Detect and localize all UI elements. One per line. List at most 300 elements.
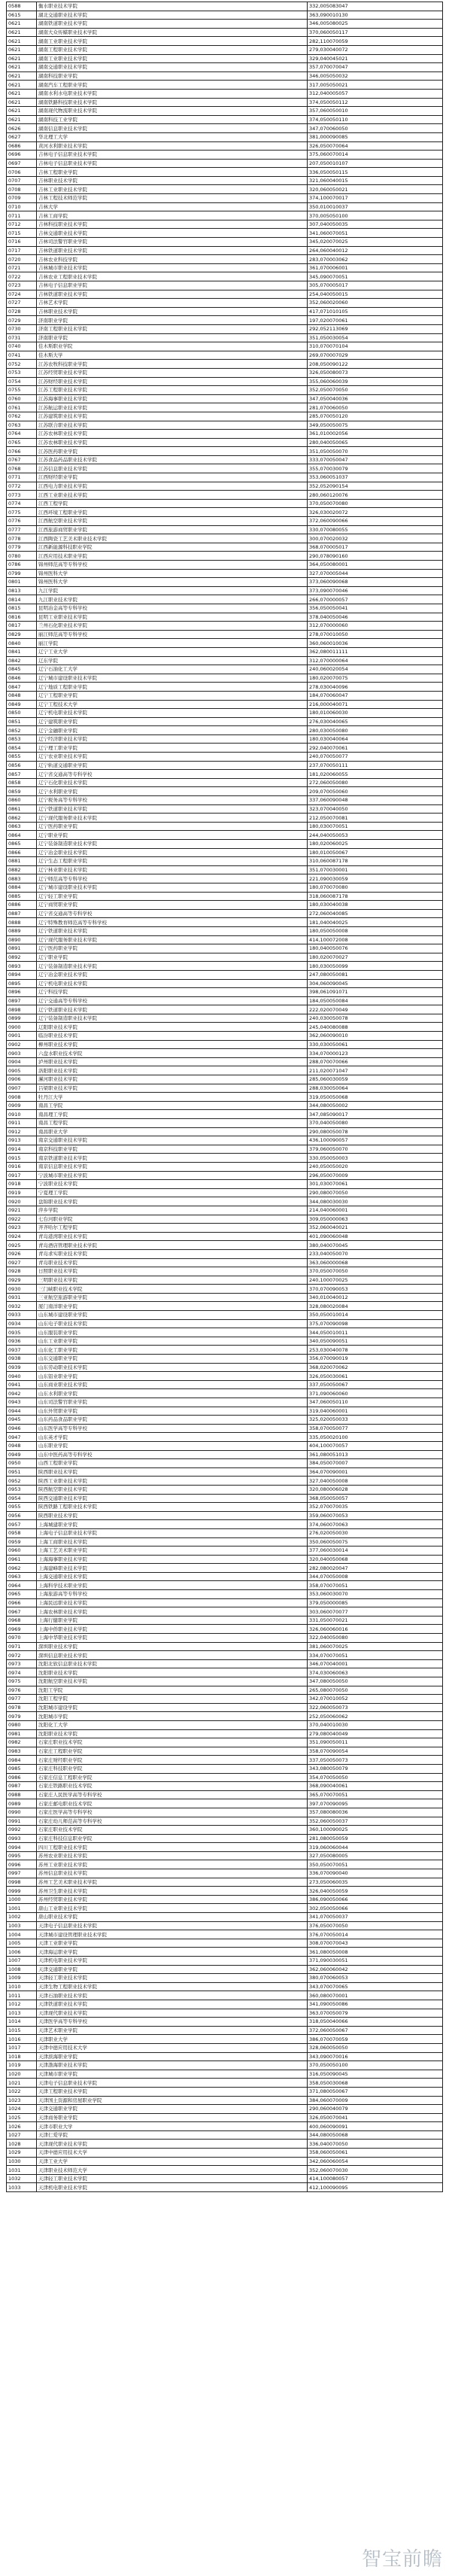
school-name-cell: 沈阳职业技术学院: [37, 1668, 308, 1677]
table-row: [7, 2149, 443, 2158]
table-row: [7, 342, 443, 351]
score-cell: 317,005050021: [308, 81, 443, 90]
school-name-cell: 苏州卫生职业技术学院: [37, 1887, 308, 1896]
school-code-cell: 0895: [7, 979, 37, 988]
school-name-cell: 辽宁生态工程职业学院: [37, 857, 308, 866]
school-code-cell: 0902: [7, 1040, 37, 1049]
school-name-cell: 辽宁理工职业学院: [37, 744, 308, 753]
school-code-cell: 1023: [7, 2096, 37, 2105]
table-row: [7, 1677, 443, 1686]
school-name-cell: 辽宁装备制造职业技术学院: [37, 962, 308, 971]
school-name-cell: 南京信息职业技术学院: [37, 1162, 308, 1171]
score-cell: 197,020070061: [308, 316, 443, 325]
table-row: [7, 1729, 443, 1738]
school-name-cell: 天津交通职业学院: [37, 1965, 308, 1974]
table-row: [7, 1826, 443, 1835]
school-code-cell: 0892: [7, 953, 37, 962]
school-name-cell: 天津轻工职业技术学院: [37, 2174, 308, 2183]
table-row: [7, 1441, 443, 1450]
score-cell: 336,050050115: [308, 168, 443, 177]
school-name-cell: 吉林城市职业技术学院: [37, 263, 308, 272]
score-cell: 362,060090010: [308, 1032, 443, 1041]
score-cell: 278,070010050: [308, 630, 443, 639]
school-code-cell: 0889: [7, 926, 37, 935]
school-code-cell: 0842: [7, 656, 37, 665]
school-name-cell: 陕西铁路工程职业技术学院: [37, 1503, 308, 1512]
school-code-cell: 0914: [7, 1145, 37, 1154]
school-name-cell: 湖南铁路科技职业技术学院: [37, 98, 308, 107]
score-cell: 351,050050070: [308, 447, 443, 456]
school-code-cell: 0801: [7, 578, 37, 587]
school-name-cell: 六盘水职业技术学院: [37, 1049, 308, 1058]
school-code-cell: 0957: [7, 1520, 37, 1529]
score-cell: 334,070070051: [308, 1651, 443, 1660]
score-cell: 351,070030001: [308, 865, 443, 874]
school-name-cell: 锦州医科大学: [37, 569, 308, 578]
school-name-cell: 昆明冶金高等专科学校: [37, 604, 308, 613]
school-name-cell: 辽宁地质工程职业学院: [37, 683, 308, 692]
score-cell: 321,060040015: [308, 176, 443, 185]
score-cell: 264,060040012: [308, 246, 443, 255]
school-code-cell: 1027: [7, 2130, 37, 2140]
school-name-cell: 吉林农业科技学院: [37, 255, 308, 264]
table-row: [7, 2087, 443, 2096]
table-row: [7, 1293, 443, 1302]
table-row: [7, 578, 443, 587]
school-code-cell: 0765: [7, 438, 37, 447]
score-cell: 361,010002056: [308, 430, 443, 439]
score-cell: 351,090050011: [308, 1738, 443, 1747]
school-name-cell: 陕西职业技术学院: [37, 1467, 308, 1477]
table-row: [7, 1817, 443, 1826]
table-row: [7, 586, 443, 595]
school-code-cell: 1014: [7, 2018, 37, 2027]
score-cell: 252,050060062: [308, 1712, 443, 1721]
score-cell: 327,070005044: [308, 569, 443, 578]
school-name-cell: 天津电子信息职业技术学院: [37, 2079, 308, 2088]
school-name-cell: 辽阳职业技术学院: [37, 1023, 308, 1032]
score-cell: 368,050050057: [308, 1494, 443, 1503]
table-row: [7, 2140, 443, 2149]
score-cell: 355,070030079: [308, 464, 443, 473]
score-cell: 384,050070007: [308, 1459, 443, 1468]
score-cell: 357,060050010: [308, 107, 443, 116]
school-name-cell: 沈阳城市学院: [37, 1712, 308, 1721]
table-row: [7, 1467, 443, 1477]
table-row: [7, 1799, 443, 1808]
school-code-cell: 0906: [7, 1075, 37, 1084]
school-name-cell: 山东司法警官职业学院: [37, 1398, 308, 1407]
score-cell: 326,030020072: [308, 508, 443, 517]
school-code-cell: 0829: [7, 630, 37, 639]
table-row: [7, 45, 443, 54]
table-row: [7, 2043, 443, 2052]
school-code-cell: 0947: [7, 1433, 37, 1442]
school-code-cell: 0948: [7, 1441, 37, 1450]
score-cell: 337,050050073: [308, 1756, 443, 1765]
score-cell: 347,050040036: [308, 394, 443, 403]
table-row: [7, 438, 443, 447]
school-name-cell: 陕西工业职业技术学院: [37, 1477, 308, 1486]
school-name-cell: 天津城市建设管理职业技术学院: [37, 1930, 308, 1939]
school-code-cell: 0864: [7, 831, 37, 840]
score-cell: 330,050050003: [308, 1154, 443, 1163]
school-code-cell: 0763: [7, 421, 37, 430]
school-code-cell: 0909: [7, 1101, 37, 1110]
school-code-cell: 0893: [7, 962, 37, 971]
table-row: [7, 1276, 443, 1285]
school-name-cell: 青岛酒店管理职业技术学院: [37, 1241, 308, 1250]
table-row: [7, 1869, 443, 1878]
table-row: [7, 159, 443, 168]
table-row: [7, 115, 443, 124]
table-row: [7, 1302, 443, 1311]
school-code-cell: 0930: [7, 1285, 37, 1294]
school-code-cell: 0944: [7, 1407, 37, 1416]
school-code-cell: 0753: [7, 368, 37, 377]
table-row: [7, 892, 443, 901]
school-name-cell: 苏州工业职业技术学院: [37, 1860, 308, 1869]
school-name-cell: 吉林电子信息职业技术学院: [37, 159, 308, 168]
table-row: [7, 377, 443, 386]
school-name-cell: 辽宁石化职业技术学院: [37, 778, 308, 787]
school-code-cell: 0863: [7, 822, 37, 831]
school-code-cell: 0615: [7, 11, 37, 20]
school-name-cell: 辽宁职业学院: [37, 831, 308, 840]
school-code-cell: 0840: [7, 639, 37, 648]
table-row: [7, 1921, 443, 1930]
school-name-cell: 吉林电子信息职业学院: [37, 281, 308, 290]
school-code-cell: 0707: [7, 176, 37, 185]
school-name-cell: 辽宁林业职业技术学院: [37, 865, 308, 874]
score-cell: 397,070090095: [308, 1799, 443, 1808]
school-name-cell: 辽宁水利职业学院: [37, 787, 308, 796]
school-name-cell: 天津交通职业学院: [37, 2105, 308, 2114]
table-row: [7, 351, 443, 360]
school-code-cell: 1025: [7, 2113, 37, 2122]
school-code-cell: 0755: [7, 386, 37, 395]
school-code-cell: 0991: [7, 1817, 37, 1826]
table-row: [7, 883, 443, 892]
school-code-cell: 1021: [7, 2079, 37, 2088]
score-cell: 360,080070001: [308, 1991, 443, 2000]
school-name-cell: 天津海运职业学院: [37, 1948, 308, 1957]
school-code-cell: 0774: [7, 499, 37, 508]
school-code-cell: 0890: [7, 935, 37, 944]
score-cell: 240,050050020: [308, 1162, 443, 1171]
school-code-cell: 0904: [7, 1057, 37, 1066]
school-code-cell: 1012: [7, 2000, 37, 2009]
table-row: [7, 865, 443, 874]
table-row: [7, 604, 443, 613]
table-row: [7, 1093, 443, 1102]
table-row: [7, 263, 443, 272]
school-name-cell: 山东职业学院: [37, 1441, 308, 1450]
table-row: [7, 491, 443, 500]
school-name-cell: 齐齐哈尔工程学院: [37, 1224, 308, 1233]
school-name-cell: 辽宁商贸职业学院: [37, 901, 308, 910]
school-name-cell: 牡丹江大学: [37, 1093, 308, 1102]
school-code-cell: 0956: [7, 1511, 37, 1520]
school-code-cell: 0984: [7, 1756, 37, 1765]
school-code-cell: 0898: [7, 1005, 37, 1014]
school-name-cell: 山东外贸职业学院: [37, 1407, 308, 1416]
score-cell: 378,040050046: [308, 613, 443, 622]
table-row: [7, 132, 443, 141]
school-code-cell: 0950: [7, 1459, 37, 1468]
school-name-cell: 山东化工职业学院: [37, 1346, 308, 1355]
score-cell: 373,090070046: [308, 586, 443, 595]
school-name-cell: 辽宁农业职业技术学院: [37, 753, 308, 762]
table-row: [7, 787, 443, 796]
school-name-cell: 济南工程职业技术学院: [37, 324, 308, 333]
school-code-cell: 0857: [7, 770, 37, 779]
school-code-cell: 0723: [7, 281, 37, 290]
table-row: [7, 953, 443, 962]
score-cell: 326,060060016: [308, 1625, 443, 1634]
school-code-cell: 0992: [7, 1826, 37, 1835]
score-cell: 303,060070077: [308, 1607, 443, 1616]
school-name-cell: 上海科学技术职业学院: [37, 1581, 308, 1590]
score-cell: 335,050020100: [308, 1433, 443, 1442]
school-name-cell: 衡水职业技术学院: [37, 2, 308, 11]
table-row: [7, 403, 443, 412]
school-name-cell: 上海交通职业技术学院: [37, 1572, 308, 1581]
score-cell: 346,070040001: [308, 1659, 443, 1668]
table-row: [7, 1328, 443, 1337]
school-name-cell: 辽宁冶金职业技术学院: [37, 970, 308, 979]
school-name-cell: 吉林铁道职业技术学院: [37, 246, 308, 255]
school-code-cell: 1011: [7, 1991, 37, 2000]
score-cell: 370,050070050: [308, 1267, 443, 1276]
score-cell: 346,005050032: [308, 71, 443, 81]
table-row: [7, 622, 443, 631]
score-cell: 266,070000057: [308, 595, 443, 604]
table-row: [7, 822, 443, 831]
table-row: [7, 1878, 443, 1887]
school-name-cell: 湖南工业职业技术学院: [37, 54, 308, 63]
score-cell: 350,050070051: [308, 1860, 443, 1869]
school-code-cell: 0989: [7, 1799, 37, 1808]
score-cell: 316,050090045: [308, 2070, 443, 2079]
school-name-cell: 天津市职业大学: [37, 2122, 308, 2131]
table-row: [7, 804, 443, 814]
score-cell: 355,060060039: [308, 377, 443, 386]
school-code-cell: 0621: [7, 115, 37, 124]
score-cell: 180,020070075: [308, 674, 443, 683]
school-code-cell: 0786: [7, 561, 37, 570]
table-row: [7, 324, 443, 333]
school-code-cell: 0731: [7, 333, 37, 342]
score-cell: 344,080030030: [308, 1197, 443, 1206]
table-row: [7, 1834, 443, 1843]
school-name-cell: 湖北交通职业技术学院: [37, 11, 308, 20]
table-row: [7, 124, 443, 133]
school-code-cell: 0972: [7, 1651, 37, 1660]
table-row: [7, 2009, 443, 2018]
school-code-cell: 0922: [7, 1215, 37, 1224]
school-code-cell: 0709: [7, 194, 37, 203]
score-cell: 184,070060047: [308, 691, 443, 700]
school-name-cell: 辽宁冶金职业技术学院: [37, 848, 308, 857]
table-row: [7, 770, 443, 779]
score-cell: 180,010060030: [308, 709, 443, 718]
score-cell: 352,060040021: [308, 1224, 443, 1233]
table-row: [7, 1154, 443, 1163]
school-code-cell: 0967: [7, 1607, 37, 1616]
school-name-cell: 吉林电子信息职业技术学院: [37, 151, 308, 160]
table-row: [7, 1040, 443, 1049]
school-name-cell: 兰州石化职业技术学院: [37, 622, 308, 631]
school-code-cell: 1005: [7, 1939, 37, 1948]
school-code-cell: 0935: [7, 1328, 37, 1337]
school-name-cell: 吉林工商学院: [37, 211, 308, 220]
table-row: [7, 1904, 443, 1913]
table-row: [7, 1398, 443, 1407]
table-row: [7, 1703, 443, 1712]
score-cell: 329,040045021: [308, 54, 443, 63]
table-row: [7, 1171, 443, 1180]
table-row: [7, 11, 443, 20]
table-row: [7, 1477, 443, 1486]
score-cell: 233,040050070: [308, 1249, 443, 1258]
school-code-cell: 0588: [7, 2, 37, 11]
score-cell: 368,090040061: [308, 1782, 443, 1791]
table-row: [7, 761, 443, 770]
table-row: [7, 1110, 443, 1119]
school-code-cell: 0722: [7, 272, 37, 281]
score-cell: 346,005080025: [308, 20, 443, 29]
school-code-cell: 0621: [7, 81, 37, 90]
score-cell: 180,030050099: [308, 962, 443, 971]
school-code-cell: 0959: [7, 1537, 37, 1547]
school-code-cell: 0860: [7, 796, 37, 805]
school-name-cell: 吉林职业技术学院: [37, 176, 308, 185]
table-row: [7, 979, 443, 988]
school-code-cell: 0896: [7, 988, 37, 997]
score-cell: 304,060090045: [308, 979, 443, 988]
school-name-cell: 天津渤海职业技术学院: [37, 2061, 308, 2070]
score-table: [6, 2, 443, 2192]
score-cell: 340,050090051: [308, 1337, 443, 1346]
score-cell: 371,090060060: [308, 1389, 443, 1398]
score-cell: 282,080020047: [308, 1564, 443, 1573]
table-row: [7, 647, 443, 656]
school-code-cell: 1026: [7, 2122, 37, 2131]
school-name-cell: 盘锦职业技术学院: [37, 1197, 308, 1206]
school-code-cell: 0949: [7, 1450, 37, 1459]
school-code-cell: 0951: [7, 1467, 37, 1477]
school-code-cell: 0711: [7, 211, 37, 220]
school-name-cell: 辽宁师范高等专科学校: [37, 874, 308, 884]
school-name-cell: 天津现代职业技术学院: [37, 2140, 308, 2149]
table-row: [7, 473, 443, 482]
score-cell: 328,080020084: [308, 1302, 443, 1311]
school-name-cell: 石家庄铁路职业技术学院: [37, 1782, 308, 1791]
table-row: [7, 176, 443, 185]
school-code-cell: 0762: [7, 412, 37, 421]
school-code-cell: 1006: [7, 1948, 37, 1957]
school-code-cell: 0706: [7, 168, 37, 177]
table-row: [7, 1346, 443, 1355]
table-row: [7, 1974, 443, 1983]
score-cell: 337,060090048: [308, 796, 443, 805]
score-cell: 386,090050066: [308, 1895, 443, 1904]
score-cell: 290,080070050: [308, 1188, 443, 1197]
school-code-cell: 1007: [7, 1957, 37, 1966]
school-code-cell: 0728: [7, 307, 37, 316]
school-code-cell: 0764: [7, 430, 37, 439]
school-code-cell: 0621: [7, 63, 37, 72]
score-cell: 247,080050081: [308, 970, 443, 979]
table-row: [7, 71, 443, 81]
school-code-cell: 1031: [7, 2166, 37, 2175]
score-cell: 180,030040064: [308, 734, 443, 744]
school-name-cell: 辽宁省交通高等专科学校: [37, 909, 308, 918]
school-code-cell: 0696: [7, 151, 37, 160]
school-code-cell: 0848: [7, 691, 37, 700]
score-cell: 278,030040096: [308, 683, 443, 692]
school-code-cell: 0983: [7, 1747, 37, 1756]
school-name-cell: 九江职业技术学院: [37, 595, 308, 604]
school-name-cell: 上海建峰职业技术学院: [37, 1564, 308, 1573]
school-name-cell: 佳木斯职业学院: [37, 342, 308, 351]
score-cell: 326,040050059: [308, 1887, 443, 1896]
school-code-cell: 0926: [7, 1249, 37, 1258]
school-name-cell: 湖南科技工业学院: [37, 115, 308, 124]
school-name-cell: 湖南工业职业技术学院: [37, 37, 308, 46]
table-row: [7, 1355, 443, 1364]
school-code-cell: 0996: [7, 1860, 37, 1869]
school-name-cell: 佳木斯大学: [37, 351, 308, 360]
table-row: [7, 2018, 443, 2027]
score-cell: 352,070070035: [308, 1503, 443, 1512]
table-row: [7, 98, 443, 107]
score-cell: 285,070050120: [308, 412, 443, 421]
table-row: [7, 1232, 443, 1241]
school-name-cell: 宁波职业技术学院: [37, 1180, 308, 1189]
score-cell: 180,020070027: [308, 953, 443, 962]
school-code-cell: 0621: [7, 89, 37, 98]
score-cell: 368,020070062: [308, 1363, 443, 1372]
school-name-cell: 辽宁特殊教育师范高等专科学校: [37, 918, 308, 927]
school-code-cell: 0891: [7, 944, 37, 953]
school-code-cell: 0845: [7, 665, 37, 674]
school-name-cell: 石家庄信息工程职业学院: [37, 1773, 308, 1782]
score-cell: 222,020070049: [308, 1005, 443, 1014]
score-cell: 347,070060050: [308, 124, 443, 133]
table-row: [7, 1119, 443, 1128]
score-cell: 208,050090122: [308, 360, 443, 369]
school-code-cell: 0974: [7, 1668, 37, 1677]
school-name-cell: 江苏财经职业技术学院: [37, 377, 308, 386]
table-row: [7, 1991, 443, 2000]
school-code-cell: 0910: [7, 1110, 37, 1119]
score-cell: 358,070090054: [308, 1747, 443, 1756]
school-name-cell: 宁波城市职业技术学院: [37, 1171, 308, 1180]
school-code-cell: 1004: [7, 1930, 37, 1939]
school-name-cell: 江苏工程职业技术学院: [37, 386, 308, 395]
school-name-cell: 天津工业职业学院: [37, 1939, 308, 1948]
score-cell: 180,070070080: [308, 883, 443, 892]
table-row: [7, 151, 443, 160]
school-name-cell: 沈阳航空职业技术学院: [37, 1677, 308, 1686]
score-cell: 375,070090098: [308, 1319, 443, 1328]
school-code-cell: 0772: [7, 482, 37, 491]
school-code-cell: 0815: [7, 604, 37, 613]
table-row: [7, 2079, 443, 2088]
table-row: [7, 630, 443, 639]
